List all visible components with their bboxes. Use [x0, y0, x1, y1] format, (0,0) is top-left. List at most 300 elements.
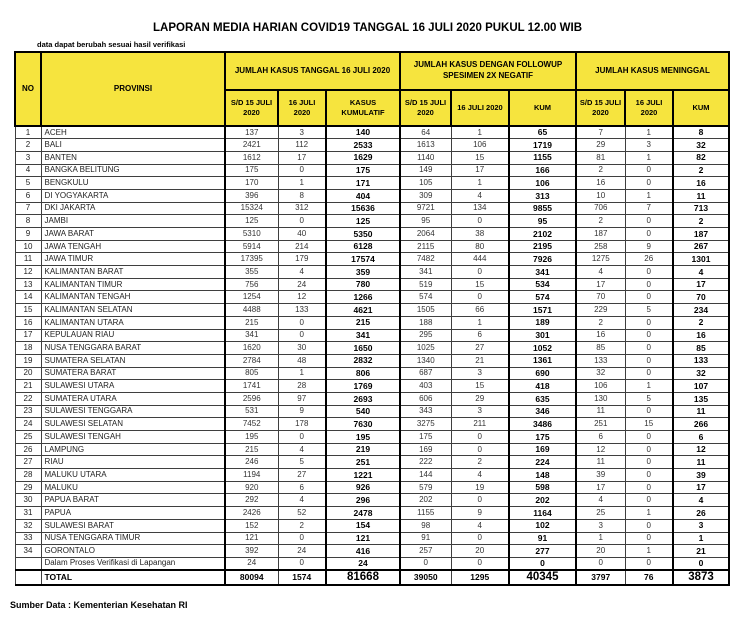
cell-kasus-sd15: 125 [225, 215, 278, 228]
cell-followup-sd15: 1155 [400, 507, 451, 520]
cell-followup-16: 134 [451, 202, 509, 215]
cell-no: 5 [15, 177, 41, 190]
cell-followup-kum: 169 [509, 443, 576, 456]
cell-kasus-kumulatif: 5350 [326, 228, 400, 241]
cell-meninggal-sd15: 3 [576, 519, 625, 532]
cell-followup-16: 0 [451, 494, 509, 507]
cell-provinsi: SULAWESI SELATAN [41, 418, 225, 431]
cell-followup-kum: 224 [509, 456, 576, 469]
cell-provinsi: TOTAL [41, 570, 225, 585]
cell-kasus-kumulatif: 81668 [326, 570, 400, 585]
cell-kasus-16: 28 [278, 380, 326, 393]
total-row [15, 570, 729, 585]
cell-followup-sd15: 309 [400, 189, 451, 202]
cell-kasus-kumulatif: 6128 [326, 240, 400, 253]
cell-followup-kum: 3486 [509, 418, 576, 431]
cell-followup-sd15: 222 [400, 456, 451, 469]
cell-followup-kum: 148 [509, 469, 576, 482]
cell-followup-sd15: 341 [400, 266, 451, 279]
cell-kasus-sd15: 24 [225, 557, 278, 570]
cell-provinsi: SULAWESI TENGGARA [41, 405, 225, 418]
cell-followup-sd15: 144 [400, 469, 451, 482]
cell-kasus-kumulatif: 780 [326, 278, 400, 291]
cell-kasus-kumulatif: 175 [326, 164, 400, 177]
cell-meninggal-sd15: 3797 [576, 570, 625, 585]
cell-followup-kum: 0 [509, 557, 576, 570]
cell-meninggal-kum: 2 [673, 316, 729, 329]
cell-no [15, 557, 41, 570]
cell-no: 1 [15, 126, 41, 139]
cell-kasus-16: 6 [278, 481, 326, 494]
cell-kasus-sd15: 4488 [225, 304, 278, 317]
cell-kasus-16: 30 [278, 342, 326, 355]
col-header-kasus-16: 16 JULI 2020 [278, 90, 326, 126]
cell-followup-16: 9 [451, 507, 509, 520]
table-row [15, 469, 729, 482]
cell-followup-sd15: 343 [400, 405, 451, 418]
col-header-followup-16: 16 JULI 2020 [451, 90, 509, 126]
cell-followup-sd15: 91 [400, 532, 451, 545]
cell-provinsi: KALIMANTAN UTARA [41, 316, 225, 329]
cell-followup-sd15: 98 [400, 519, 451, 532]
cell-meninggal-kum: 234 [673, 304, 729, 317]
cell-followup-sd15: 149 [400, 164, 451, 177]
report-table-container [14, 51, 730, 586]
cell-kasus-16: 179 [278, 253, 326, 266]
cell-kasus-16: 0 [278, 532, 326, 545]
cell-provinsi: BANTEN [41, 151, 225, 164]
report-table-body [15, 126, 729, 585]
cell-no: 3 [15, 151, 41, 164]
cell-meninggal-16: 5 [625, 392, 673, 405]
cell-followup-sd15: 64 [400, 126, 451, 139]
cell-meninggal-sd15: 17 [576, 278, 625, 291]
cell-meninggal-sd15: 81 [576, 151, 625, 164]
cell-kasus-16: 112 [278, 139, 326, 152]
cell-followup-kum: 574 [509, 291, 576, 304]
cell-followup-sd15: 175 [400, 431, 451, 444]
cell-followup-sd15: 2064 [400, 228, 451, 241]
cell-provinsi: DKI JAKARTA [41, 202, 225, 215]
cell-followup-kum: 690 [509, 367, 576, 380]
cell-provinsi: RIAU [41, 456, 225, 469]
cell-meninggal-kum: 133 [673, 354, 729, 367]
cell-kasus-16: 0 [278, 164, 326, 177]
cell-kasus-sd15: 531 [225, 405, 278, 418]
cell-followup-sd15: 7482 [400, 253, 451, 266]
cell-no: 31 [15, 507, 41, 520]
cell-followup-16: 0 [451, 291, 509, 304]
cell-meninggal-16: 5 [625, 304, 673, 317]
cell-provinsi: SULAWESI TENGAH [41, 431, 225, 444]
cell-followup-sd15: 1505 [400, 304, 451, 317]
cell-meninggal-kum: 21 [673, 545, 729, 558]
cell-followup-16: 0 [451, 215, 509, 228]
cell-followup-16: 6 [451, 329, 509, 342]
cell-meninggal-kum: 0 [673, 557, 729, 570]
cell-kasus-16: 0 [278, 316, 326, 329]
cell-meninggal-kum: 3 [673, 519, 729, 532]
cell-no: 23 [15, 405, 41, 418]
table-row [15, 342, 729, 355]
cell-meninggal-kum: 11 [673, 189, 729, 202]
cell-no: 20 [15, 367, 41, 380]
cell-meninggal-16: 0 [625, 519, 673, 532]
cell-meninggal-kum: 2 [673, 215, 729, 228]
cell-kasus-sd15: 215 [225, 316, 278, 329]
disclaimer-note: data dapat berubah sesuai hasil verifikasi [37, 40, 186, 49]
cell-followup-16: 15 [451, 278, 509, 291]
cell-meninggal-sd15: 17 [576, 481, 625, 494]
cell-meninggal-sd15: 11 [576, 405, 625, 418]
cell-followup-sd15: 3275 [400, 418, 451, 431]
table-row [15, 456, 729, 469]
cell-followup-kum: 189 [509, 316, 576, 329]
cell-meninggal-sd15: 7 [576, 126, 625, 139]
cell-kasus-sd15: 396 [225, 189, 278, 202]
cell-kasus-kumulatif: 806 [326, 367, 400, 380]
cell-provinsi: SUMATERA UTARA [41, 392, 225, 405]
cell-kasus-kumulatif: 7630 [326, 418, 400, 431]
cell-kasus-sd15: 1741 [225, 380, 278, 393]
cell-followup-16: 211 [451, 418, 509, 431]
cell-followup-16: 4 [451, 189, 509, 202]
cell-meninggal-kum: 107 [673, 380, 729, 393]
cell-followup-kum: 277 [509, 545, 576, 558]
cell-kasus-kumulatif: 296 [326, 494, 400, 507]
cell-provinsi: NUSA TENGGARA TIMUR [41, 532, 225, 545]
cell-kasus-sd15: 2784 [225, 354, 278, 367]
cell-meninggal-sd15: 1 [576, 532, 625, 545]
cell-followup-kum: 102 [509, 519, 576, 532]
table-row [15, 532, 729, 545]
cell-kasus-16: 178 [278, 418, 326, 431]
cell-followup-kum: 91 [509, 532, 576, 545]
cell-kasus-16: 24 [278, 278, 326, 291]
cell-meninggal-16: 1 [625, 151, 673, 164]
cell-followup-kum: 175 [509, 431, 576, 444]
cell-followup-16: 19 [451, 481, 509, 494]
col-header-provinsi: PROVINSI [41, 52, 225, 126]
cell-provinsi: SULAWESI BARAT [41, 519, 225, 532]
cell-provinsi: PAPUA [41, 507, 225, 520]
cell-meninggal-sd15: 106 [576, 380, 625, 393]
cell-followup-16: 1 [451, 126, 509, 139]
cell-kasus-sd15: 80094 [225, 570, 278, 585]
cell-provinsi: SUMATERA SELATAN [41, 354, 225, 367]
cell-kasus-kumulatif: 125 [326, 215, 400, 228]
cell-kasus-sd15: 1254 [225, 291, 278, 304]
cell-meninggal-sd15: 6 [576, 431, 625, 444]
cell-meninggal-sd15: 229 [576, 304, 625, 317]
cell-followup-16: 0 [451, 532, 509, 545]
cell-meninggal-kum: 267 [673, 240, 729, 253]
cell-meninggal-kum: 39 [673, 469, 729, 482]
table-row [15, 240, 729, 253]
cell-provinsi: JAWA BARAT [41, 228, 225, 241]
table-row [15, 367, 729, 380]
cell-kasus-kumulatif: 341 [326, 329, 400, 342]
cell-followup-16: 21 [451, 354, 509, 367]
table-row [15, 380, 729, 393]
cell-followup-16: 0 [451, 443, 509, 456]
cell-meninggal-16: 0 [625, 278, 673, 291]
cell-followup-kum: 40345 [509, 570, 576, 585]
cell-meninggal-16: 0 [625, 494, 673, 507]
col-group-meninggal: JUMLAH KASUS MENINGGAL [576, 52, 729, 90]
cell-no: 32 [15, 519, 41, 532]
cell-provinsi: JAWA TIMUR [41, 253, 225, 266]
cell-kasus-16: 9 [278, 405, 326, 418]
cell-followup-kum: 1052 [509, 342, 576, 355]
cell-followup-16: 38 [451, 228, 509, 241]
cell-followup-kum: 202 [509, 494, 576, 507]
report-table-header [15, 52, 729, 126]
cell-meninggal-kum: 26 [673, 507, 729, 520]
cell-provinsi: GORONTALO [41, 545, 225, 558]
cell-followup-kum: 1164 [509, 507, 576, 520]
table-row [15, 139, 729, 152]
cell-no: 22 [15, 392, 41, 405]
cell-followup-kum: 106 [509, 177, 576, 190]
cell-meninggal-16: 0 [625, 228, 673, 241]
cell-no: 18 [15, 342, 41, 355]
cell-kasus-16: 312 [278, 202, 326, 215]
cell-kasus-kumulatif: 1221 [326, 469, 400, 482]
cell-no: 33 [15, 532, 41, 545]
cell-kasus-16: 1 [278, 177, 326, 190]
cell-followup-kum: 1719 [509, 139, 576, 152]
cell-kasus-sd15: 195 [225, 431, 278, 444]
cell-kasus-16: 5 [278, 456, 326, 469]
cell-kasus-kumulatif: 926 [326, 481, 400, 494]
cell-followup-kum: 346 [509, 405, 576, 418]
cell-meninggal-kum: 713 [673, 202, 729, 215]
cell-meninggal-sd15: 85 [576, 342, 625, 355]
cell-meninggal-sd15: 130 [576, 392, 625, 405]
cell-meninggal-sd15: 39 [576, 469, 625, 482]
cell-kasus-sd15: 175 [225, 164, 278, 177]
cell-followup-16: 1295 [451, 570, 509, 585]
cell-kasus-kumulatif: 171 [326, 177, 400, 190]
cell-meninggal-kum: 187 [673, 228, 729, 241]
col-group-kasus: JUMLAH KASUS TANGGAL 16 JULI 2020 [225, 52, 400, 90]
cell-provinsi: BENGKULU [41, 177, 225, 190]
cell-meninggal-16: 76 [625, 570, 673, 585]
table-row [15, 151, 729, 164]
cell-kasus-16: 4 [278, 266, 326, 279]
cell-kasus-sd15: 137 [225, 126, 278, 139]
cell-kasus-16: 27 [278, 469, 326, 482]
table-row [15, 431, 729, 444]
cell-meninggal-sd15: 2 [576, 215, 625, 228]
cell-followup-sd15: 105 [400, 177, 451, 190]
cell-meninggal-sd15: 4 [576, 494, 625, 507]
cell-meninggal-sd15: 133 [576, 354, 625, 367]
cell-meninggal-16: 1 [625, 380, 673, 393]
cell-provinsi: ACEH [41, 126, 225, 139]
cell-meninggal-kum: 82 [673, 151, 729, 164]
cell-kasus-kumulatif: 154 [326, 519, 400, 532]
cell-provinsi: DI YOGYAKARTA [41, 189, 225, 202]
cell-meninggal-16: 0 [625, 469, 673, 482]
cell-meninggal-kum: 85 [673, 342, 729, 355]
cell-kasus-sd15: 121 [225, 532, 278, 545]
cell-kasus-16: 52 [278, 507, 326, 520]
table-row [15, 228, 729, 241]
cell-followup-16: 17 [451, 164, 509, 177]
col-header-no: NO [15, 52, 41, 126]
cell-followup-sd15: 9721 [400, 202, 451, 215]
cell-followup-sd15: 1613 [400, 139, 451, 152]
cell-kasus-16: 0 [278, 557, 326, 570]
cell-meninggal-kum: 6 [673, 431, 729, 444]
cell-provinsi: BALI [41, 139, 225, 152]
cell-no: 11 [15, 253, 41, 266]
cell-provinsi: MALUKU UTARA [41, 469, 225, 482]
cell-followup-16: 27 [451, 342, 509, 355]
cell-kasus-kumulatif: 17574 [326, 253, 400, 266]
cell-followup-16: 1 [451, 316, 509, 329]
cell-followup-sd15: 579 [400, 481, 451, 494]
cell-meninggal-sd15: 4 [576, 266, 625, 279]
cell-kasus-kumulatif: 540 [326, 405, 400, 418]
cell-kasus-kumulatif: 1650 [326, 342, 400, 355]
cell-meninggal-16: 0 [625, 443, 673, 456]
cell-followup-16: 2 [451, 456, 509, 469]
cell-followup-sd15: 574 [400, 291, 451, 304]
cell-meninggal-16: 0 [625, 266, 673, 279]
cell-followup-kum: 341 [509, 266, 576, 279]
cell-followup-16: 15 [451, 380, 509, 393]
cell-followup-kum: 313 [509, 189, 576, 202]
cell-meninggal-16: 0 [625, 342, 673, 355]
cell-meninggal-kum: 266 [673, 418, 729, 431]
cell-meninggal-16: 0 [625, 481, 673, 494]
cell-meninggal-16: 0 [625, 291, 673, 304]
cell-kasus-16: 4 [278, 443, 326, 456]
cell-kasus-sd15: 341 [225, 329, 278, 342]
cell-kasus-kumulatif: 2832 [326, 354, 400, 367]
cell-followup-16: 3 [451, 367, 509, 380]
cell-kasus-kumulatif: 215 [326, 316, 400, 329]
cell-kasus-16: 4 [278, 494, 326, 507]
cell-meninggal-16: 0 [625, 557, 673, 570]
cell-no: 24 [15, 418, 41, 431]
cell-followup-16: 80 [451, 240, 509, 253]
cell-kasus-sd15: 1612 [225, 151, 278, 164]
cell-kasus-16: 40 [278, 228, 326, 241]
cell-followup-kum: 7926 [509, 253, 576, 266]
cell-followup-sd15: 295 [400, 329, 451, 342]
cell-provinsi: Dalam Proses Verifikasi di Lapangan [41, 557, 225, 570]
col-header-meninggal-kum: KUM [673, 90, 729, 126]
cell-no: 7 [15, 202, 41, 215]
cell-followup-16: 106 [451, 139, 509, 152]
cell-followup-kum: 1155 [509, 151, 576, 164]
cell-no: 4 [15, 164, 41, 177]
cell-meninggal-kum: 4 [673, 494, 729, 507]
table-row [15, 126, 729, 139]
cell-meninggal-sd15: 1275 [576, 253, 625, 266]
cell-provinsi: PAPUA BARAT [41, 494, 225, 507]
col-header-kasus-kumulatif: KASUS KUMULATIF [326, 90, 400, 126]
cell-no: 16 [15, 316, 41, 329]
cell-meninggal-kum: 135 [673, 392, 729, 405]
cell-kasus-kumulatif: 251 [326, 456, 400, 469]
cell-meninggal-sd15: 70 [576, 291, 625, 304]
cell-followup-kum: 598 [509, 481, 576, 494]
cell-no: 13 [15, 278, 41, 291]
cell-kasus-kumulatif: 359 [326, 266, 400, 279]
cell-kasus-sd15: 246 [225, 456, 278, 469]
cell-kasus-kumulatif: 121 [326, 532, 400, 545]
table-row [15, 291, 729, 304]
cell-provinsi: LAMPUNG [41, 443, 225, 456]
source-note: Sumber Data : Kementerian Kesehatan RI [10, 600, 188, 610]
cell-followup-sd15: 687 [400, 367, 451, 380]
cell-kasus-kumulatif: 219 [326, 443, 400, 456]
table-row [15, 304, 729, 317]
cell-meninggal-kum: 3873 [673, 570, 729, 585]
cell-meninggal-sd15: 11 [576, 456, 625, 469]
cell-kasus-sd15: 920 [225, 481, 278, 494]
cell-followup-16: 15 [451, 151, 509, 164]
cell-followup-kum: 1361 [509, 354, 576, 367]
cell-meninggal-sd15: 16 [576, 177, 625, 190]
cell-followup-sd15: 1025 [400, 342, 451, 355]
cell-kasus-16: 24 [278, 545, 326, 558]
cell-kasus-16: 12 [278, 291, 326, 304]
col-header-followup-kum: KUM [509, 90, 576, 126]
cell-followup-16: 1 [451, 177, 509, 190]
cell-kasus-kumulatif: 2693 [326, 392, 400, 405]
cell-followup-sd15: 403 [400, 380, 451, 393]
table-row [15, 202, 729, 215]
cell-no: 9 [15, 228, 41, 241]
cell-kasus-sd15: 756 [225, 278, 278, 291]
cell-meninggal-kum: 70 [673, 291, 729, 304]
cell-no: 10 [15, 240, 41, 253]
cell-kasus-sd15: 2596 [225, 392, 278, 405]
cell-kasus-sd15: 805 [225, 367, 278, 380]
cell-followup-16: 0 [451, 266, 509, 279]
cell-provinsi: JAWA TENGAH [41, 240, 225, 253]
table-row [15, 545, 729, 558]
cell-followup-sd15: 169 [400, 443, 451, 456]
cell-followup-16: 29 [451, 392, 509, 405]
cell-meninggal-kum: 1 [673, 532, 729, 545]
cell-no: 19 [15, 354, 41, 367]
cell-provinsi: SULAWESI UTARA [41, 380, 225, 393]
cell-followup-kum: 418 [509, 380, 576, 393]
cell-followup-16: 0 [451, 557, 509, 570]
cell-followup-sd15: 202 [400, 494, 451, 507]
table-row [15, 253, 729, 266]
cell-followup-sd15: 0 [400, 557, 451, 570]
cell-meninggal-sd15: 10 [576, 189, 625, 202]
cell-followup-16: 20 [451, 545, 509, 558]
col-header-followup-sd15: S/D 15 JULI 2020 [400, 90, 451, 126]
table-row [15, 164, 729, 177]
cell-meninggal-16: 0 [625, 215, 673, 228]
table-row [15, 405, 729, 418]
cell-meninggal-kum: 11 [673, 456, 729, 469]
header-group-row [15, 52, 729, 90]
table-row [15, 443, 729, 456]
col-header-meninggal-sd15: S/D 15 JULI 2020 [576, 90, 625, 126]
cell-kasus-kumulatif: 404 [326, 189, 400, 202]
